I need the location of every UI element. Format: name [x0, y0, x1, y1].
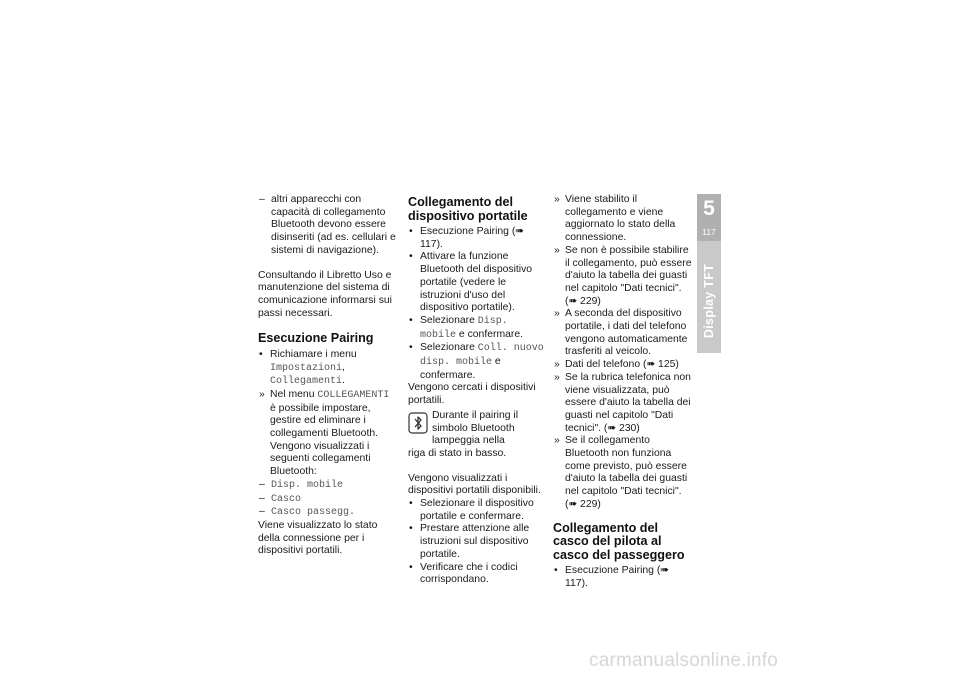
paragraph-communication-system: Consultando il Libretto Uso e manutenzione del sistema di comunicazione informarsi sui passi necessari. — [258, 269, 392, 319]
dash-item-casco-passegg: – Casco passegg. — [259, 506, 356, 519]
chapter-number: 5 — [703, 197, 715, 220]
dash-item-casco: – Casco — [259, 492, 302, 505]
menu-code-collegamenti-caps: COLLEGAMENTI — [317, 389, 390, 401]
bluetooth-icon — [408, 412, 428, 434]
bullet-attivare-bluetooth: • Attivare la funzione Bluetooth del dispositivo portatile (vedere le istruzioni d'uso del dispositivo portatile). — [409, 251, 533, 314]
dash-item-intro — [258, 194, 398, 258]
dash-text: altri apparecchi con capacità di collegamento Bluetooth devono essere disinseriti (ad es. cellulari e sistemi di navigazione). — [271, 194, 396, 256]
menu-code-impostazioni: Impostazioni — [270, 362, 343, 374]
result-rubrica: » Se la rubrica telefonica non viene visualizzata, può essere d'aiuto la tabella dei guasti nel capitolo "Dati tecnici". (➠ 230) — [554, 371, 691, 434]
bullet-selezionare-dispositivo: • Selezionare il dispositivo portatile e confermare. — [409, 498, 534, 522]
result-marker: » — [259, 388, 265, 400]
result-collegamento-stabilito: » Viene stabilito il collegamento e viene aggiornato lo stato della connessione. — [554, 194, 676, 244]
chapter-title: Display TFT — [702, 263, 716, 339]
bullet-richiamare-menu: • Richiamare i menu Impostazioni, Collegamenti. — [259, 348, 357, 388]
bullet-esecuzione-pairing: • Esecuzione Pairing (➠ 117). — [409, 226, 525, 250]
column-1 — [258, 194, 398, 558]
result-collegamento-fallito: » Se non è possibile stabilire il collegamento, può essere d'aiuto la tabella dei guasti nel capitolo "Dati tecnici". (➠ 229) — [554, 244, 692, 307]
paragraph-searching: Vengono cercati i dispositivi portatili. — [408, 382, 536, 407]
watermark: carmanualsonline.info — [589, 650, 779, 671]
result-menu-collegamenti: » Nel menu COLLEGAMENTI è possibile impostare, gestire ed eliminare i collegamenti Bluetooth. Vengono visualizzati i seguenti collegamenti Bluetooth: — [259, 388, 390, 478]
note-continuation: riga di stato in basso. — [408, 447, 507, 459]
column-3 — [553, 194, 693, 590]
bullet-prestare-attenzione: • Prestare attenzione alle istruzioni sul dispositivo portatile. — [409, 523, 530, 560]
page-number: 117 — [702, 227, 716, 237]
result-dati-telefono: » Dati del telefono (➠ 125) — [554, 359, 679, 371]
bullet-verificare-codici: • Verificare che i codici corrispondano. — [409, 561, 518, 586]
heading-esecuzione-pairing: Esecuzione Pairing — [258, 331, 374, 346]
column-2 — [408, 194, 548, 587]
chapter-tab — [697, 194, 721, 353]
menu-code-collegamenti: Collegamenti — [270, 376, 343, 388]
dash-marker: – — [259, 194, 265, 205]
result-dati-trasferiti: » A seconda del dispositivo portatile, i dati del telefono vengono automaticamente trasferiti al veicolo. — [554, 308, 688, 358]
bullet-esecuzione-pairing-casco: • Esecuzione Pairing (➠ 117). — [554, 565, 670, 589]
paragraph-connection-status: Viene visualizzato lo stato della connessione per i dispositivi portatili. — [258, 519, 378, 557]
result-bluetooth-non-funziona: » Se il collegamento Bluetooth non funziona come previsto, può essere d'aiuto la tabella dei guasti nel capitolo "Dati tecnici". (➠ 229) — [554, 435, 688, 510]
heading-collegamento-dispositivo: Collegamento del dispositivo portatile — [408, 195, 528, 223]
note-bluetooth: Durante il pairing il simbolo Bluetooth lampeggia nella — [408, 410, 548, 448]
heading-collegamento-casco: Collegamento del casco del pilota al casco del passeggero — [553, 520, 685, 562]
paragraph-available-devices: Vengono visualizzati i dispositivi portatili disponibili. — [408, 472, 541, 497]
bullet-marker: • — [259, 348, 263, 360]
bullet-selezionare-coll-nuovo: • Selezionare Coll. nuovo disp. mobile e confermare. — [409, 342, 544, 381]
dash-item-disp-mobile: – Disp. mobile — [259, 478, 344, 491]
bullet-selezionare-disp-mobile: • Selezionare Disp. mobile e confermare. — [409, 314, 524, 341]
